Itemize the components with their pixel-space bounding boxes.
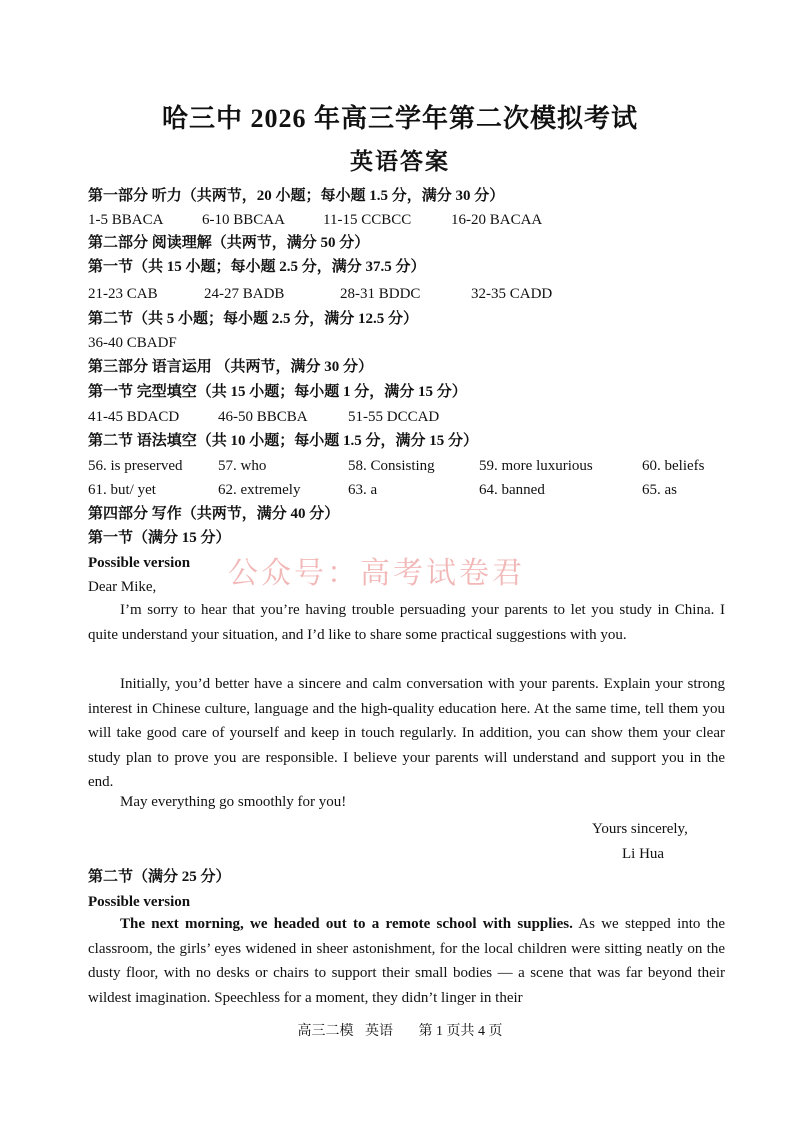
grammar-answer: 58. Consisting xyxy=(348,458,435,474)
answer-group: 16-20 BACAA xyxy=(451,212,543,228)
continuation-lead-sentence: The next morning, we headed out to a remote school with supplies. xyxy=(120,916,573,932)
answer-group: 32-35 CADD xyxy=(471,286,553,302)
answer-group: 46-50 BBCBA xyxy=(218,409,308,425)
part4-heading: 第四部分 写作（共两节，满分 40 分） xyxy=(88,506,340,522)
answer-group: 1-5 BBACA xyxy=(88,212,164,228)
grammar-answer: 62. extremely xyxy=(218,482,301,498)
part2-section2-heading: 第二节（共 5 小题；每小题 2.5 分，满分 12.5 分） xyxy=(88,311,419,327)
grammar-answer: 57. who xyxy=(218,458,267,474)
part4-section2-heading: 第二节（满分 25 分） xyxy=(88,869,231,885)
grammar-answer: 59. more luxurious xyxy=(479,458,593,474)
letter-closing: Yours sincerely, xyxy=(592,821,688,837)
answer-group: 28-31 BDDC xyxy=(340,286,421,302)
grammar-answer: 60. beliefs xyxy=(642,458,705,474)
possible-version-label: Possible version xyxy=(88,894,191,910)
footer-subject: 英语 xyxy=(365,1024,393,1039)
letter-greeting: Dear Mike, xyxy=(88,579,157,595)
part3-heading: 第三部分 语言运用 （共两节，满分 30 分） xyxy=(88,359,374,375)
answer-group: 21-23 CAB xyxy=(88,286,158,302)
grammar-answer: 61. but/ yet xyxy=(88,482,156,498)
part3-section1-heading: 第一节 完型填空（共 15 小题；每小题 1 分，满分 15 分） xyxy=(88,384,467,400)
part2-heading: 第二部分 阅读理解（共两节，满分 50 分） xyxy=(88,235,370,251)
letter-paragraph: May everything go smoothly for you! xyxy=(120,794,347,810)
part1-heading: 第一部分 听力（共两节，20 小题；每小题 1.5 分，满分 30 分） xyxy=(88,188,505,204)
answer-group: 11-15 CCBCC xyxy=(323,212,412,228)
grammar-answer: 65. as xyxy=(642,482,677,498)
part2-section1-heading: 第一节（共 15 小题；每小题 2.5 分，满分 37.5 分） xyxy=(88,259,426,275)
possible-version-label: Possible version xyxy=(88,555,191,571)
page-subtitle: 英语答案 xyxy=(350,149,450,174)
answer-group: 41-45 BDACD xyxy=(88,409,180,425)
footer-exam: 高三二模 xyxy=(297,1024,354,1039)
grammar-answer: 64. banned xyxy=(479,482,545,498)
answer-group: 51-55 DCCAD xyxy=(348,409,440,425)
letter-paragraph: I’m sorry to hear that you’re having trouble persuading your parents to let you study in China. I quite understand your situation, and I’d like to share some practical suggestions with you. xyxy=(88,602,725,643)
letter-signature: Li Hua xyxy=(622,846,665,862)
grammar-answer: 56. is preserved xyxy=(88,458,183,474)
page-footer xyxy=(0,1020,800,1040)
answer-group: 24-27 BADB xyxy=(204,286,285,302)
part3-section2-heading: 第二节 语法填空（共 10 小题；每小题 1.5 分，满分 15 分） xyxy=(88,433,479,449)
grammar-answer: 63. a xyxy=(348,482,378,498)
footer-page-number: 第 1 页共 4 页 xyxy=(418,1024,503,1039)
answer-group: 6-10 BBCAA xyxy=(202,212,285,228)
continuation-paragraph xyxy=(88,912,725,1010)
continuation-text: As we stepped into the classroom, the girls’ eyes widened in sheer astonishment, for the local children were sitting neatly on the dusty floor, with no desks or chairs to support their small bodies — a scene that was far beyond their wildest imagination. Speechless for a moment, they didn’t linger in their xyxy=(88,916,725,1006)
answer-group: 36-40 CBADF xyxy=(88,335,177,351)
letter-paragraph: Initially, you’d better have a sincere and calm conversation with your parents. Explain your strong interest in Chinese culture, language and the high-quality education here. At the same time, tell them you will take good care of yourself and keep in touch regularly. In addition, you can show them your clear study plan to prove you are responsible. I believe your parents will understand and support you in the end. xyxy=(88,676,725,790)
page-title: 哈三中 2026 年高三学年第二次模拟考试 xyxy=(161,104,638,133)
watermark: 公众号：高考试卷君 xyxy=(228,556,525,591)
part4-section1-heading: 第一节（满分 15 分） xyxy=(88,530,231,546)
